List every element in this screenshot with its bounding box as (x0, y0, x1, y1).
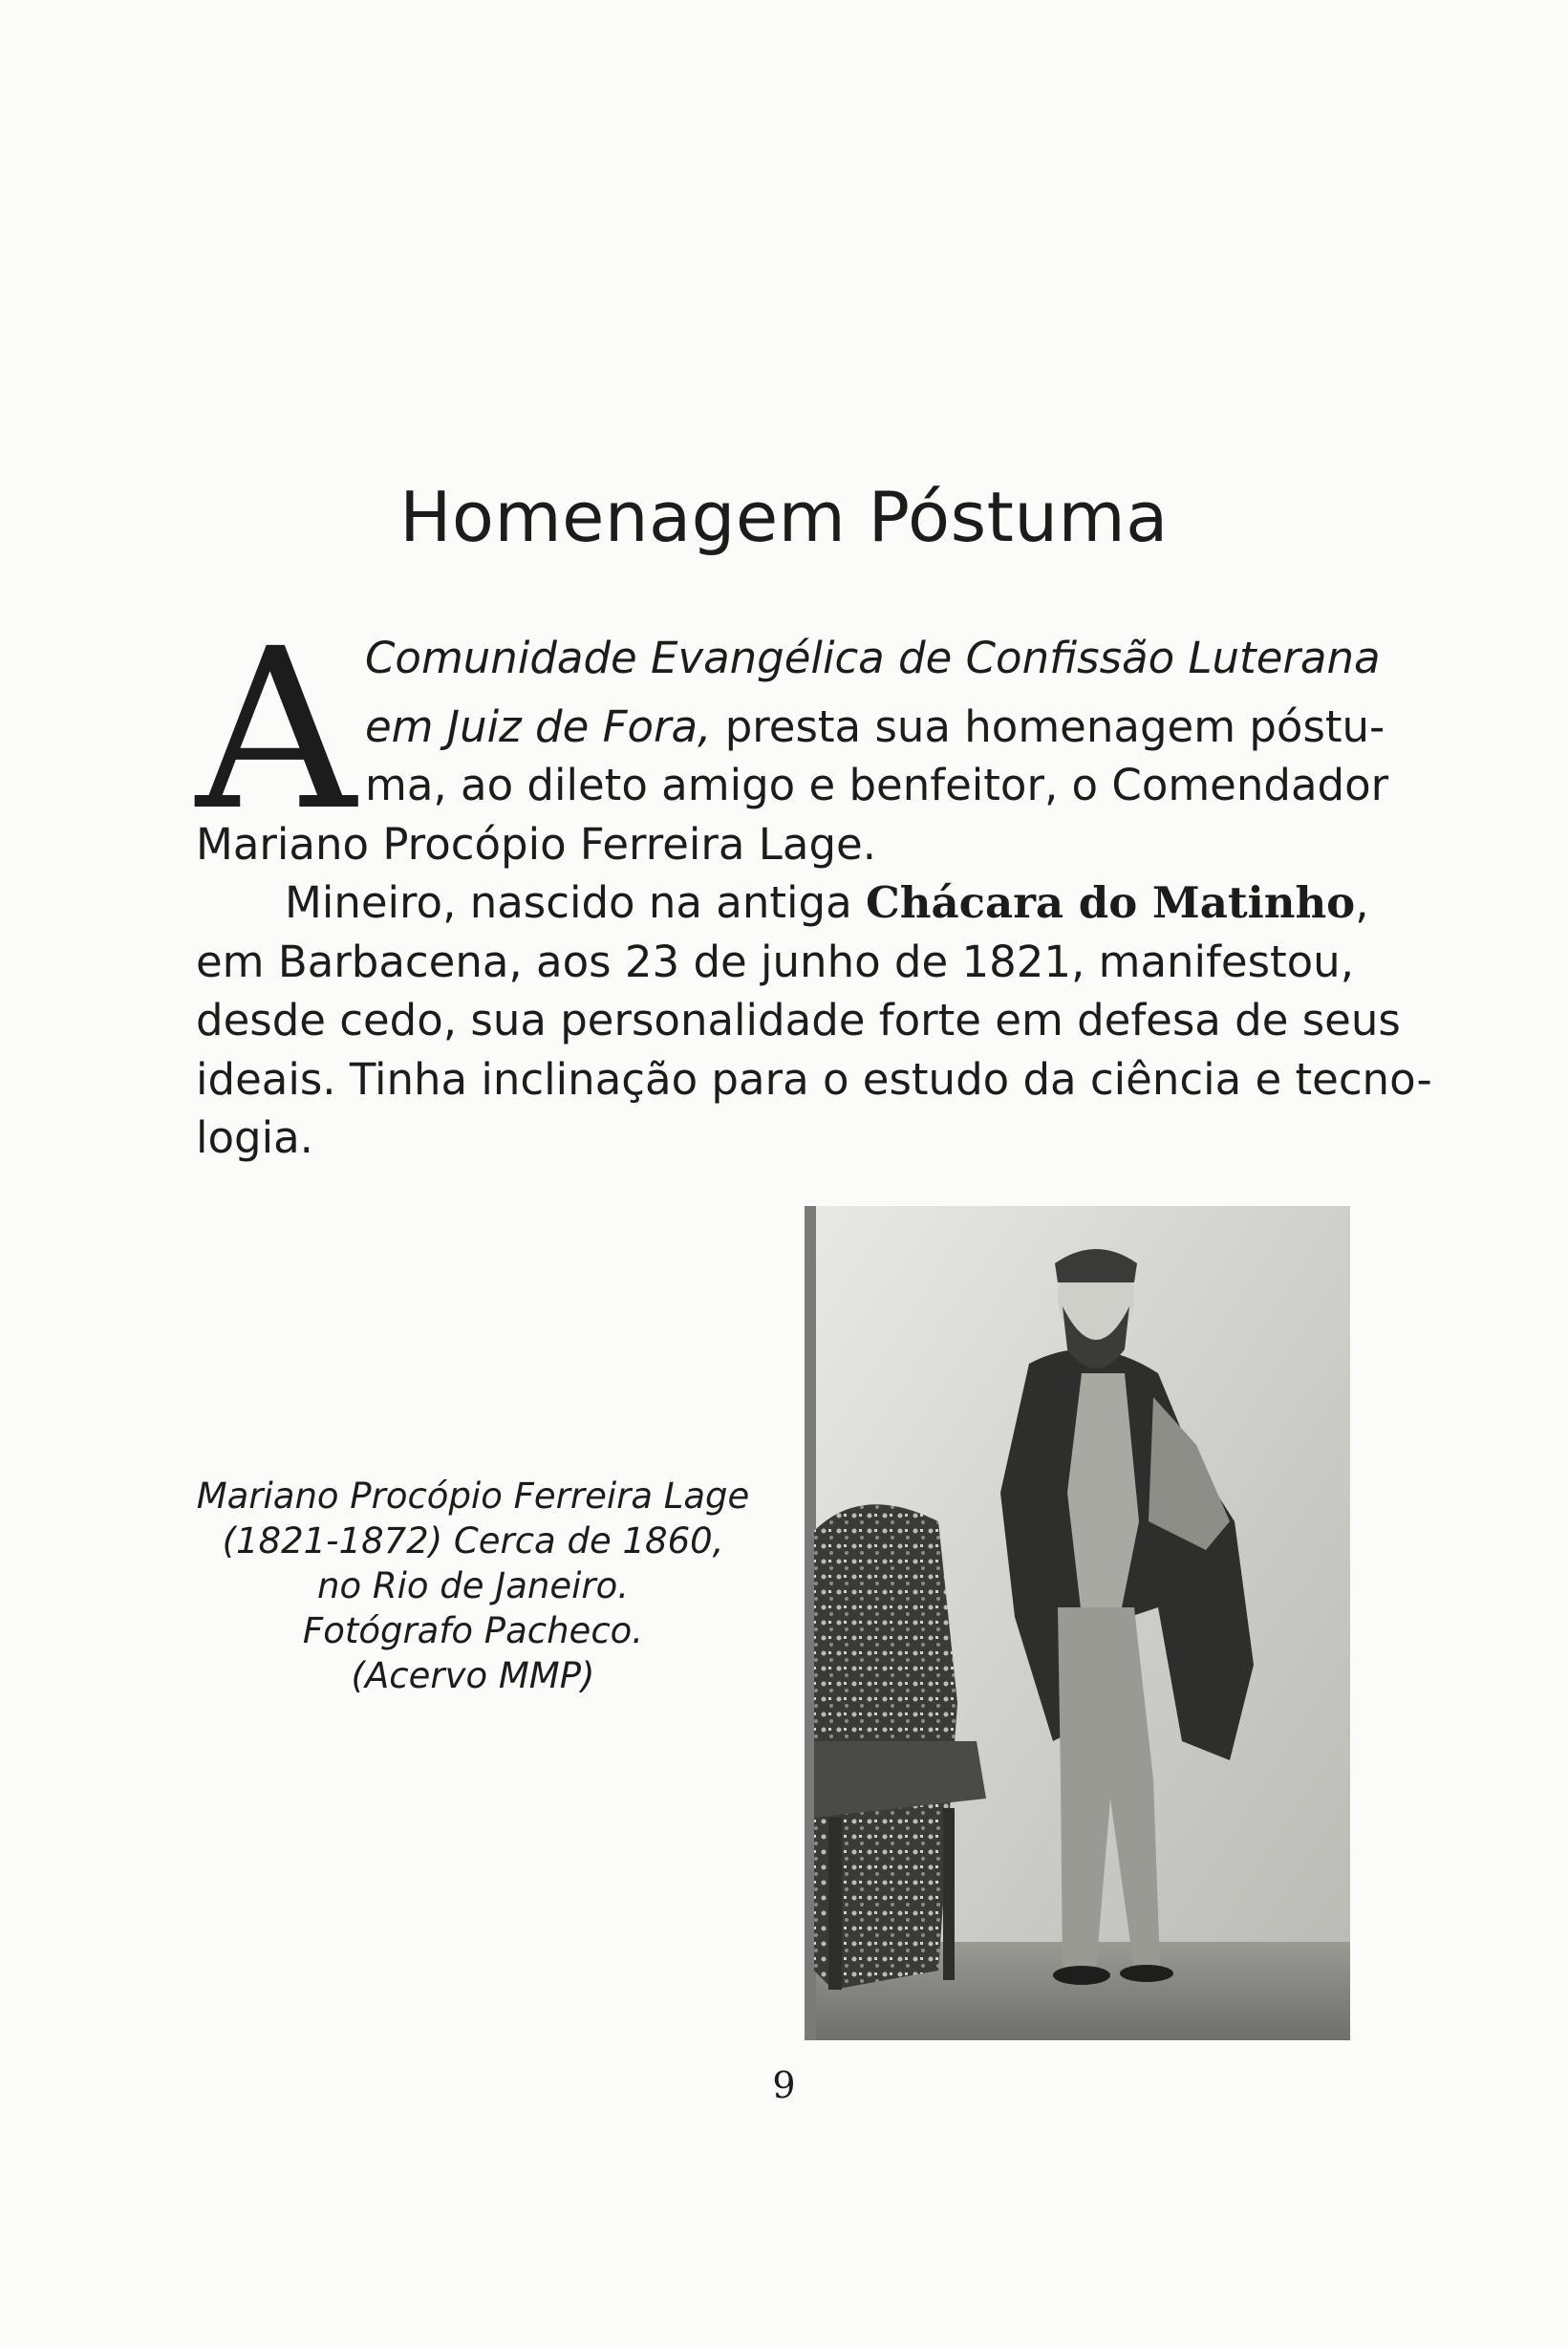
portrait-photograph (805, 1206, 1350, 2040)
caption-line2: (1821-1872) Cerca de 1860, (222, 1520, 724, 1562)
paragraph2-line1 (285, 877, 1369, 928)
paragraph2-line1-start: Mineiro, nascido na antiga (285, 877, 866, 928)
paragraph2-line4: ideais. Tinha inclinação para o estudo da ciência e tecno- (196, 1054, 1432, 1105)
paragraph1-line2-rest: presta sua homenagem póstu- (711, 701, 1385, 752)
caption-line3: no Rio de Janeiro. (317, 1565, 629, 1606)
paragraph1-line2 (365, 701, 1385, 752)
portrait-illustration (805, 1206, 1350, 2040)
page-number: 9 (772, 2064, 796, 2106)
page-title: Homenagem Póstuma (399, 477, 1169, 557)
paragraph2-line2: em Barbacena, aos 23 de junho de 1821, manifestou, (196, 937, 1355, 987)
drop-cap-letter: A (196, 601, 356, 859)
paragraph2-line3: desde cedo, sua personalidade forte em defesa de seus (196, 995, 1401, 1045)
paragraph2-line1-end: , (1355, 877, 1369, 928)
photo-caption (182, 1474, 764, 1698)
caption-line5: (Acervo MMP) (351, 1655, 595, 1696)
paragraph2-line5: logia. (196, 1112, 313, 1163)
caption-line4: Fotógrafo Pacheco. (302, 1610, 644, 1651)
caption-line1: Mariano Procópio Ferreira Lage (196, 1476, 750, 1517)
paragraph1-line3: ma, ao dileto amigo e benfeitor, o Comendador (365, 760, 1389, 810)
paragraph1-line2-italic: em Juiz de Fora, (365, 701, 712, 752)
paragraph2-line1-bold: Chácara do Matinho (865, 877, 1356, 928)
paragraph1-line4: Mariano Procópio Ferreira Lage. (196, 819, 877, 870)
paragraph1-line1: Comunidade Evangélica de Confissão Luterana (365, 633, 1381, 683)
